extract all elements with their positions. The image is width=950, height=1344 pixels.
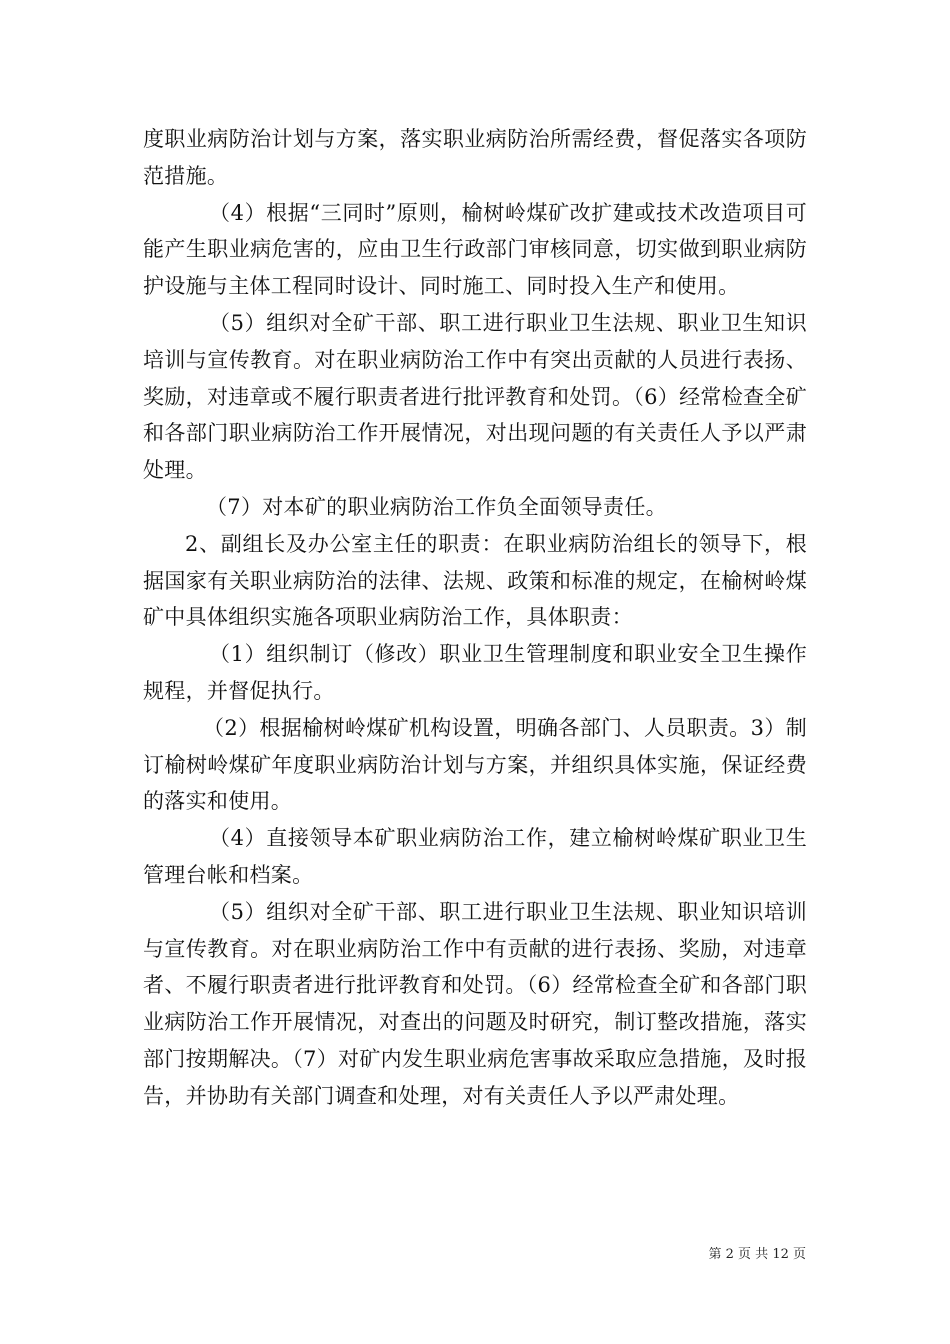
page-number-footer: 第 2 页 共 12 页 bbox=[708, 1247, 806, 1262]
paragraph-deputy-item-1: （1）组织制订（修改）职业卫生管理制度和职业安全卫生操作规程，并督促执行。 bbox=[143, 642, 807, 703]
paragraph-section-2-deputy-duties: 2、副组长及办公室主任的职责：在职业病防治组长的领导下，根据国家有关职业病防治的法律、法规、政策和标准的规定，在榆树岭煤矿中具体组织实施各项职业病防治工作，具体职责： bbox=[143, 531, 807, 630]
paragraph-item-4-three-simultaneous: （4）根据“三同时”原则，榆树岭煤矿改扩建或技术改造项目可能产生职业病危害的，应由卫生行政部门审核同意，切实做到职业病防护设施与主体工程同时设计、同时施工、同时投入生产和使用。 bbox=[143, 200, 807, 299]
paragraph-deputy-item-2-3: （2）根据榆树岭煤矿机构设置，明确各部门、人员职责。3）制订榆树岭煤矿年度职业病防治计划与方案，并组织具体实施，保证经费的落实和使用。 bbox=[143, 715, 807, 814]
document-body bbox=[143, 121, 807, 1115]
paragraph-item-5-training: （5）组织对全矿干部、职工进行职业卫生法规、职业卫生知识培训与宣传教育。对在职业病防治工作中有突出贡献的人员进行表扬、奖励，对违章或不履行职责者进行批评教育和处罚。（6）经常检查全矿和各部门职业病防治工作开展情况，对出现问题的有关责任人予以严肃处理。 bbox=[143, 310, 807, 483]
paragraph-deputy-item-5-7: （5）组织对全矿干部、职工进行职业卫生法规、职业知识培训与宣传教育。对在职业病防治工作中有贡献的进行表扬、奖励，对违章者、不履行职责者进行批评教育和处罚。（6）经常检查全矿和各部门职业病防治工作开展情况，对查出的问题及时研究，制订整改措施，落实部门按期解决。（7）对矿内发生职业病危害事故采取应急措施，及时报告，并协助有关部门调查和处理，对有关责任人予以严肃处理。 bbox=[143, 899, 807, 1108]
paragraph-deputy-item-4: （4）直接领导本矿职业病防治工作，建立榆树岭煤矿职业卫生管理台帐和档案。 bbox=[143, 826, 807, 887]
paragraph-continued-plan: 度职业病防治计划与方案，落实职业病防治所需经费，督促落实各项防范措施。 bbox=[143, 127, 807, 188]
paragraph-item-7-leadership: （7）对本矿的职业病防治工作负全面领导责任。 bbox=[206, 494, 667, 519]
